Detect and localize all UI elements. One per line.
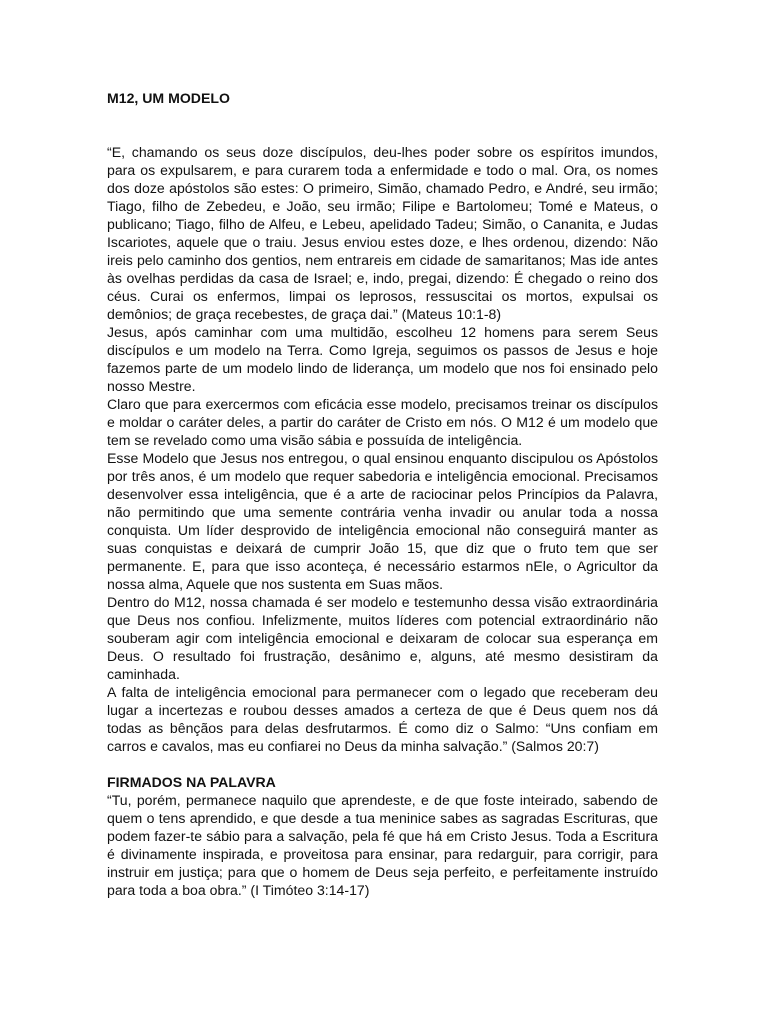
- paragraph-jesus-twelve: Jesus, após caminhar com uma multidão, escolheu 12 homens para serem Seus discípulos e um modelo na Terra. Como Igreja, seguimos os passos de Jesus e hoje fazemos parte de um modelo lindo de liderança, um modelo que nos foi ensinado pelo nosso Mestre.: [107, 324, 658, 394]
- document-title: M12, UM MODELO: [107, 90, 230, 106]
- section-title: FIRMADOS NA PALAVRA: [107, 774, 276, 790]
- paragraph-mateus-quote: “E, chamando os seus doze discípulos, deu-lhes poder sobre os espíritos imundos, para os expulsarem, e para curarem toda a enfermidade e todo o mal. Ora, os nomes dos doze apóstolos são estes: O primeiro, Simão, chamado Pedro, e André, seu irmão; Tiago, filho de Zebedeu, e João, seu irmão; Filipe e Bartolomeu; Tomé e Mateus, o publicano; Tiago, filho de Alfeu, e Lebeu, apelidado Tadeu; Simão, o Cananita, e Judas Iscariotes, aquele que o traiu. Jesus enviou estes doze, e lhes ordenou, dizendo: Não ireis pelo caminho dos gentios, nem entrareis em cidade de samaritanos; Mas ide antes às ovelhas perdidas da casa de Israel; e, indo, pregai, dizendo: É chegado o reino dos céus. Curai os enfermos, limpai os leprosos, ressuscitai os mortos, expulsai os demônios; de graça recebestes, de graça dai.” (Mateus 10:1-8): [107, 144, 658, 322]
- document-page: [107, 89, 658, 899]
- paragraph-lack-of-intelligence: A falta de inteligência emocional para permanecer com o legado que receberam deu lugar a incertezas e roubou desses amados a certeza de que é Deus quem nos dá todas as bênçãos para delas desfrutarmos. É como diz o Salmo: “Uns confiam em carros e cavalos, mas eu confiarei no Deus da minha salvação.” (Salmos 20:7): [107, 684, 658, 754]
- paragraph-calling: Dentro do M12, nossa chamada é ser modelo e testemunho dessa visão extraordinária que Deus nos confiou. Infelizmente, muitos líderes com potencial extraordinário não souberam agir com inteligência emocional e deixaram de colocar sua esperança em Deus. O resultado foi frustração, desânimo e, alguns, até mesmo desistiram da caminhada.: [107, 594, 658, 682]
- paragraph-emotional-intelligence: Esse Modelo que Jesus nos entregou, o qual ensinou enquanto discipulou os Apóstolos por três anos, é um modelo que requer sabedoria e inteligência emocional. Precisamos desenvolver essa inteligência, que é a arte de raciocinar pelos Princípios da Palavra, não permitindo que uma semente contrária venha invadir ou anular toda a nossa conquista. Um líder desprovido de inteligência emocional não conseguirá manter as suas conquistas e deixará de cumprir João 15, que diz que o fruto tem que ser permanente. E, para que isso aconteça, é necessário estarmos nEle, o Agricultor da nossa alma, Aquele que nos sustenta em Suas mãos.: [107, 450, 658, 592]
- section-spacer: [107, 755, 658, 773]
- paragraph-training-disciples: Claro que para exercermos com eficácia esse modelo, precisamos treinar os discípulos e moldar o caráter deles, a partir do caráter de Cristo em nós. O M12 é um modelo que tem se revelado como uma visão sábia e possuída de inteligência.: [107, 396, 658, 448]
- paragraph-timoteo-quote: “Tu, porém, permanece naquilo que aprendeste, e de que foste inteirado, sabendo de quem o tens aprendido, e que desde a tua meninice sabes as sagradas Escrituras, que podem fazer-te sábio para a salvação, pela fé que há em Cristo Jesus. Toda a Escritura é divinamente inspirada, e proveitosa para ensinar, para redarguir, para corrigir, para instruir em justiça; para que o homem de Deus seja perfeito, e perfeitamente instruído para toda a boa obra.” (I Timóteo 3:14-17): [107, 792, 658, 898]
